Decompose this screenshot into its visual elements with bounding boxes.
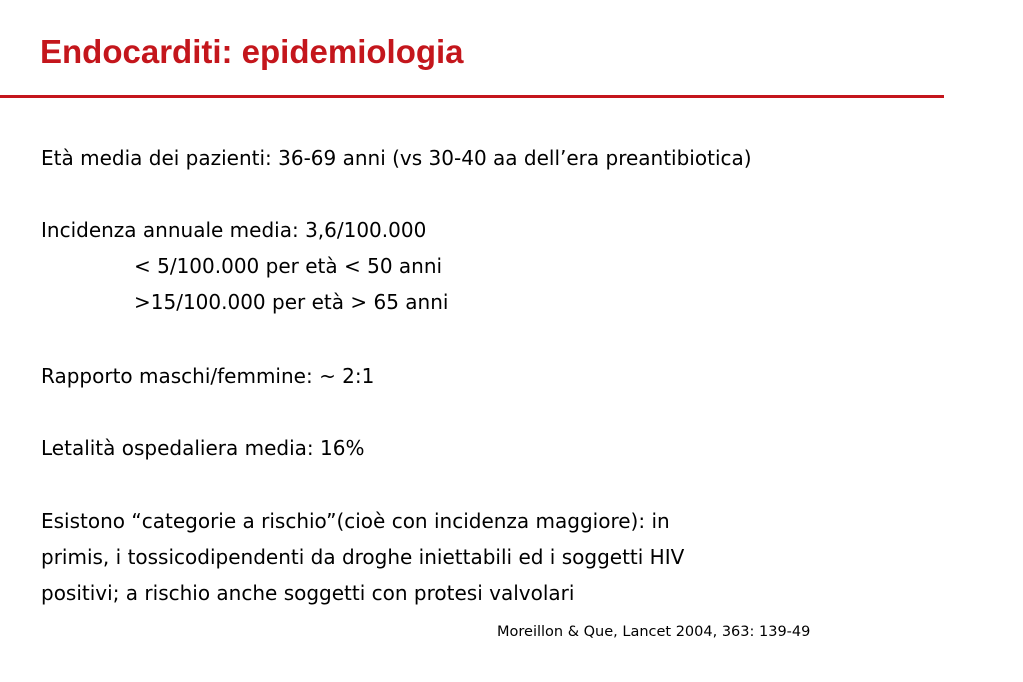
slide-title: Endocarditi: epidemiologia bbox=[40, 33, 464, 70]
incidence-line: Incidenza annuale media: 3,6/100.000 bbox=[41, 218, 427, 242]
risk-line-2: primis, i tossicodipendenti da droghe iniettabili ed i soggetti HIV bbox=[41, 545, 685, 569]
citation: Moreillon & Que, Lancet 2004, 363: 139-49 bbox=[497, 624, 811, 640]
age-line: Età media dei pazienti: 36-69 anni (vs 30-40 aa dell’era preantibiotica) bbox=[41, 146, 752, 170]
title-divider bbox=[0, 95, 944, 98]
sex-ratio-line: Rapporto maschi/femmine: ~ 2:1 bbox=[41, 364, 375, 388]
incidence-under-50-line: < 5/100.000 per età < 50 anni bbox=[134, 254, 443, 278]
lethality-line: Letalità ospedaliera media: 16% bbox=[41, 436, 365, 460]
incidence-over-65-line: >15/100.000 per età > 65 anni bbox=[134, 290, 449, 314]
risk-line-1: Esistono “categorie a rischio”(cioè con incidenza maggiore): in bbox=[41, 509, 670, 533]
risk-line-3: positivi; a rischio anche soggetti con protesi valvolari bbox=[41, 581, 575, 605]
